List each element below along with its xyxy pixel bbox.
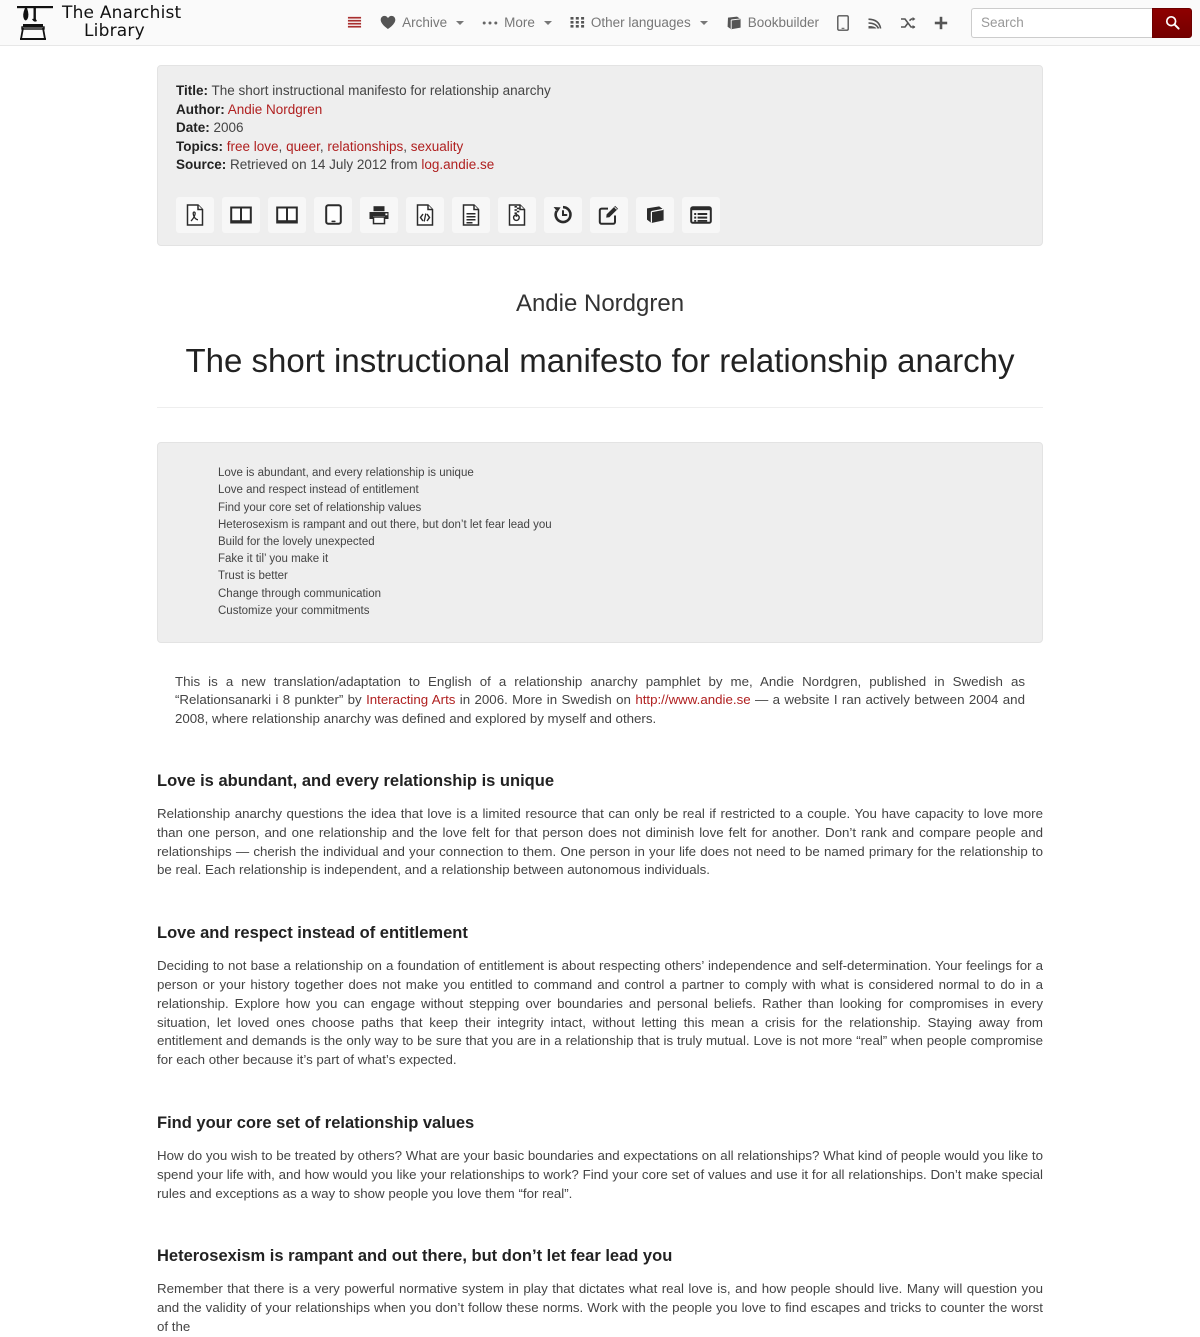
meta-title-row <box>176 82 1024 101</box>
topic-link[interactable]: queer <box>286 138 320 154</box>
search-input[interactable] <box>971 8 1152 38</box>
meta-source-link[interactable]: log.andie.se <box>421 157 495 172</box>
nav-feed[interactable] <box>858 9 891 36</box>
nav-random[interactable] <box>891 10 925 36</box>
meta-date-row <box>176 119 1024 138</box>
intro-paragraph <box>157 673 1043 729</box>
site-brand-link[interactable] <box>14 2 181 44</box>
code-file-icon <box>415 204 435 226</box>
section-heading: Find your core set of relationship values <box>157 1114 475 1133</box>
brand-text <box>62 5 181 40</box>
page-container <box>157 46 1043 1337</box>
table-of-contents-button[interactable] <box>682 197 720 233</box>
section-body: Relationship anarchy questions the idea that love is a limited resource that can only be real if restricted to a couple. You have capacity to love more than one person, and one relationship and the love felt for that person does not diminish love felt for another. Don’t rank and compare people and relationships — cherish the individual and your connection to them. One person in your life does not need to be named primary for the relationship to be real. Each relationship is independent, and a relationship between autonomous individuals. <box>157 806 1043 878</box>
topic-sep: , <box>278 138 283 154</box>
table-of-contents-box <box>157 442 1043 643</box>
nav-more[interactable] <box>473 9 561 36</box>
book-icon <box>644 205 666 225</box>
meta-title-value: The short instructional manifesto for relationship anarchy <box>211 83 551 98</box>
print-button[interactable] <box>360 197 398 233</box>
section-body: Deciding to not base a relationship on a foundation of entitlement is about respecting others’ independence and self-determination. Your feelings for a person or your history together does not make you entitled to command and control a partner to comply with what is considered normal to do in a relationship. Explore how you can engage without stepping over boundaries and personal beliefs. Rather than looking for compromises in every situation, let loved ones choose paths that keep their integrity intact, without letting this mean a crisis for the relationship. Staying away from entitlement and demands is the only way to be sure that you are in a relationship that is truly mutual. Love is not more “real” when people compromise for each other because it’s part of what’s expected. <box>157 958 1043 1068</box>
chevron-down-icon <box>544 21 552 25</box>
search-button[interactable] <box>1152 8 1192 38</box>
download-zip-button[interactable] <box>498 197 536 233</box>
nav-more-label: More <box>504 15 535 30</box>
nav-archive[interactable] <box>371 9 473 36</box>
search-icon <box>1165 15 1180 30</box>
topic-link[interactable]: relationships <box>327 138 404 154</box>
meta-author-row <box>176 101 1024 120</box>
section-heading: Heterosexism is rampant and out there, but don’t let fear lead you <box>157 1247 673 1266</box>
intro-text-3: — a website I ran actively between 2004 and 2008, where relationship anarchy was defined and explored by myself and others. <box>175 692 1025 726</box>
intro-text-1: This is a new translation/adaptation to English of a relationship anarchy pamphlet by me, Andie Nordgren, published in Swedish as “Relationsanarki i 8 punkter” by <box>175 673 1025 708</box>
heart-icon <box>380 15 396 30</box>
navbar-items <box>338 9 957 37</box>
add-to-bookbuilder-button[interactable] <box>636 197 674 233</box>
topic-sep: , <box>319 138 324 154</box>
book-spread-icon <box>230 205 252 225</box>
plain-text-button[interactable] <box>452 197 490 233</box>
download-a4-imposed-button[interactable] <box>222 197 260 233</box>
toc-item[interactable]: Fake it til’ you make it <box>218 553 329 566</box>
list-lines-icon <box>347 15 362 30</box>
brand-line-2: Library <box>84 20 145 41</box>
section-heading: Love is abundant, and every relationship is unique <box>157 772 554 791</box>
topic-sep: , <box>403 138 407 154</box>
download-letter-imposed-button[interactable] <box>268 197 306 233</box>
meta-date-value: 2006 <box>213 120 244 135</box>
book-spread-icon <box>276 205 298 225</box>
andie-se-link[interactable]: http://www.andie.se <box>635 692 751 708</box>
history-button[interactable] <box>544 197 582 233</box>
nav-bookbuilder-label: Bookbuilder <box>747 15 819 30</box>
chevron-down-icon <box>700 21 708 25</box>
top-navbar <box>0 0 1200 46</box>
section-heading: Love and respect instead of entitlement <box>157 924 468 943</box>
nav-bookbuilder[interactable] <box>717 9 828 36</box>
edit-button[interactable] <box>590 197 628 233</box>
topic-link[interactable]: sexuality <box>410 138 464 154</box>
toc-item[interactable]: Build for the lovely unexpected <box>218 536 375 549</box>
metadata-box <box>157 65 1043 246</box>
section-body: Remember that there is a very powerful normative system in play that dictates what real love is, and how people should live. Many will question you and the validity of your relationships when you don’t follow these norms. Work with the people you love to find escapes and tricks to counter the worst of the <box>157 1281 1043 1335</box>
nav-archive-label: Archive <box>402 15 448 30</box>
tablet-icon <box>325 204 342 225</box>
toc-item[interactable]: Find your core set of relationship values <box>218 501 422 514</box>
toc-item[interactable]: Love is abundant, and every relationship is unique <box>218 467 474 480</box>
nav-mobile[interactable] <box>828 9 858 37</box>
intro-text-2: in 2006. More in Swedish on <box>455 692 636 708</box>
tablet-icon <box>837 15 849 31</box>
history-clock-icon <box>552 204 574 225</box>
meta-date-label: Date: <box>176 120 210 135</box>
meta-topics-row <box>176 138 1024 157</box>
toc-item[interactable]: Change through communication <box>218 587 382 600</box>
pdf-file-icon <box>185 204 205 226</box>
nav-other-languages[interactable] <box>561 9 717 36</box>
search-form <box>971 8 1192 38</box>
title-divider <box>157 407 1043 408</box>
meta-author-label: Author: <box>176 101 225 117</box>
download-epub-button[interactable] <box>314 197 352 233</box>
chevron-down-icon <box>456 21 464 25</box>
plus-icon <box>934 16 948 30</box>
grid-icon <box>570 15 585 30</box>
zip-file-icon <box>507 204 527 226</box>
download-pdf-button[interactable] <box>176 197 214 233</box>
shuffle-icon <box>900 16 916 30</box>
meta-source-label: Source: <box>176 157 227 172</box>
document-author: Andie Nordgren <box>515 289 685 317</box>
page-title: The short instructional manifesto for relationship anarchy <box>185 341 1015 379</box>
text-file-icon <box>461 204 481 226</box>
toc-item[interactable]: Trust is better <box>218 570 288 583</box>
toc-item[interactable]: Customize your commitments <box>218 604 370 617</box>
nav-other-languages-label: Other languages <box>590 15 691 30</box>
meta-title-label: Title: <box>176 83 209 98</box>
meta-author-link[interactable]: Andie Nordgren <box>227 101 323 117</box>
book-icon <box>726 16 742 30</box>
nav-add[interactable] <box>925 10 957 36</box>
topic-link[interactable]: free love <box>226 138 279 154</box>
format-toolbar <box>176 197 1024 233</box>
section-body: How do you wish to be treated by others? What are your basic boundaries and expectations on all relationships? What kind of people would you like to spend your life with, and how would you like your relationships to work? Find your core set of values and use it for all relationships. Don’t make special rules and exceptions as a way to show people you love them “for real”. <box>157 1148 1043 1201</box>
brand-line-1: The Anarchist <box>62 3 182 24</box>
gallows-logo <box>14 2 56 44</box>
meta-topics-label: Topics: <box>176 138 223 154</box>
printer-icon <box>368 205 390 225</box>
view-source-button[interactable] <box>406 197 444 233</box>
toc-item[interactable]: Heterosexism is rampant and out there, but don’t let fear lead you <box>218 518 552 531</box>
list-box-icon <box>690 206 712 224</box>
pencil-square-icon <box>598 204 620 225</box>
rss-icon <box>867 15 882 30</box>
meta-source-row <box>176 156 1024 175</box>
nav-texts-list[interactable] <box>338 9 371 36</box>
ellipsis-icon <box>482 20 498 26</box>
toc-item[interactable]: Love and respect instead of entitlement <box>218 484 419 497</box>
meta-source-text: Retrieved on 14 July 2012 from <box>230 157 418 172</box>
interacting-arts-link[interactable]: Interacting Arts <box>366 692 456 708</box>
